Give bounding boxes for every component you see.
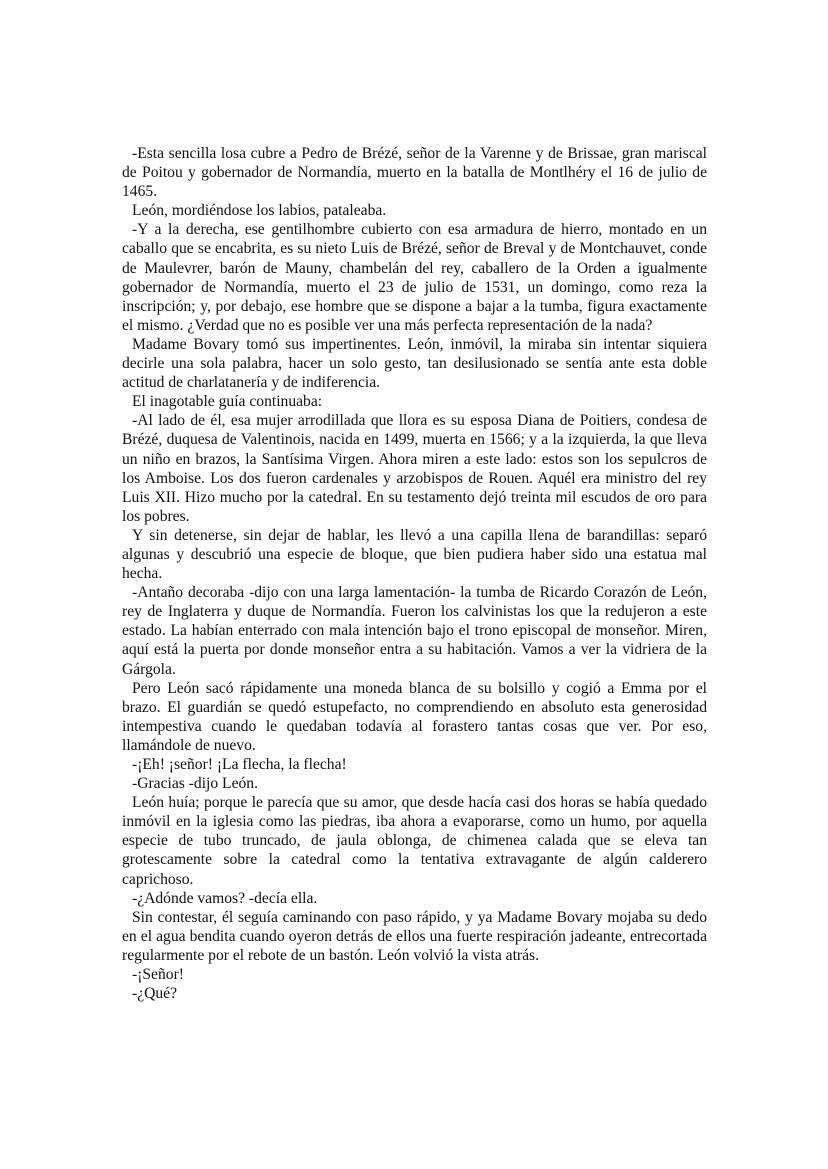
paragraph-diana-poitiers: -Al lado de él, esa mujer arrodillada que llora es su esposa Diana de Poitiers, condesa de Brézé, duquesa de Valentinois, nacida en 1499, muerta en 1566; y a la izquierda, la que lleva un niño en brazos, la Santísima Virgen. Ahora miren a este lado: estos son los sepulcros de los Amboise. Los dos fueron cardenales y arzobispos de Rouen. Aquél era ministro del rey Luis XII. Hizo mucho por la catedral. En su testamento dejó treinta mil escudos de oro para los pobres.	[122, 412, 707, 525]
paragraph-madame-bovary-glasses: Madame Bovary tomó sus impertinentes. León, inmóvil, la miraba sin intentar siquiera decirle una sola palabra, hacer un solo gesto, tan desilusionado se sentía ante esta doble actitud de charlatanería y de indiferencia.	[122, 335, 707, 392]
paragraph-leon-flees: León huía; porque le parecía que su amor, que desde hacía casi dos horas se había quedado inmóvil en la iglesia como las piedras, iba ahora a evaporarse, como un humo, por aquella especie de tubo truncado, de jaula oblonga, de chimenea calada que se eleva tan grotescamente sobre la catedral como la tentativa extravagante de algún calderero caprichoso.	[122, 794, 707, 888]
paragraph-tomb-pedro-breze: -Esta sencilla losa cubre a Pedro de Brézé, señor de la Varenne y de Brissae, gran mariscal de Poitou y gobernador de Normandía, muerto en la batalla de Montlhéry el 16 de julio de 1465.	[122, 145, 707, 201]
paragraph-senor: -¡Señor!	[132, 966, 184, 984]
document-page	[122, 144, 707, 1003]
paragraph-leon-coin: Pero León sacó rápidamente una moneda blanca de su bolsillo y cogió a Emma por el brazo. El guardián se quedó estupefacto, no comprendiendo en absoluto esta generosidad intempestiva cuando le quedaban todavía al forastero tantas cosas que ver. Por eso, llamándole de nuevo.	[122, 679, 707, 754]
paragraph-gracias: -Gracias -dijo León.	[132, 775, 258, 793]
paragraph-adonde-vamos: -¿Adónde vamos? -decía ella.	[132, 889, 318, 907]
paragraph-holy-water: Sin contestar, él seguía caminando con paso rápido, y ya Madame Bovary mojaba su dedo en el agua bendita cuando oyeron detrás de ellos una fuerte respiración jadeante, entrecortada regularmente por el rebote de un bastón. León volvió la vista atrás.	[122, 908, 707, 964]
paragraph-chapel-railings: Y sin detenerse, sin dejar de hablar, les llevó a una capilla llena de barandillas: separó algunas y descubrió una especie de bloque, que bien pudiera haber sido una estatua mal hecha.	[122, 526, 707, 583]
paragraph-la-flecha: -¡Eh! ¡señor! ¡La flecha, la flecha!	[132, 756, 347, 773]
paragraph-leon-stamping: León, mordiéndose los labios, pataleaba.	[132, 202, 387, 220]
paragraph-ricardo-corazon: -Antaño decoraba -dijo con una larga lamentación- la tumba de Ricardo Corazón de León, rey de Inglaterra y duque de Normandía. Fueron los calvinistas los que la redujeron a este estado. La habían enterrado con mala intención bajo el trono episcopal de monseñor. Miren, aquí está la puerta por donde monseñor entra a su habitación. Vamos a ver la vidriera de la Gárgola.	[122, 584, 707, 678]
paragraph-guide-continued: El inagotable guía continuaba:	[132, 393, 323, 411]
paragraph-que: -¿Qué?	[132, 985, 178, 1003]
paragraph-luis-breze: -Y a la derecha, ese gentilhombre cubierto con esa armadura de hierro, montado en un caballo que se encabrita, es su nieto Luis de Brézé, señor de Breval y de Montchauvet, conde de Maulevrer, barón de Mauny, chambelán del rey, caballero de la Orden a igualmente gobernador de Normandía, muerto el 23 de julio de 1531, un domingo, como reza la inscripción; y, por debajo, ese hombre que se dispone a bajar a la tumba, figura exactamente el mismo. ¿Verdad que no es posible ver una más perfecta representación de la nada?	[122, 221, 707, 334]
